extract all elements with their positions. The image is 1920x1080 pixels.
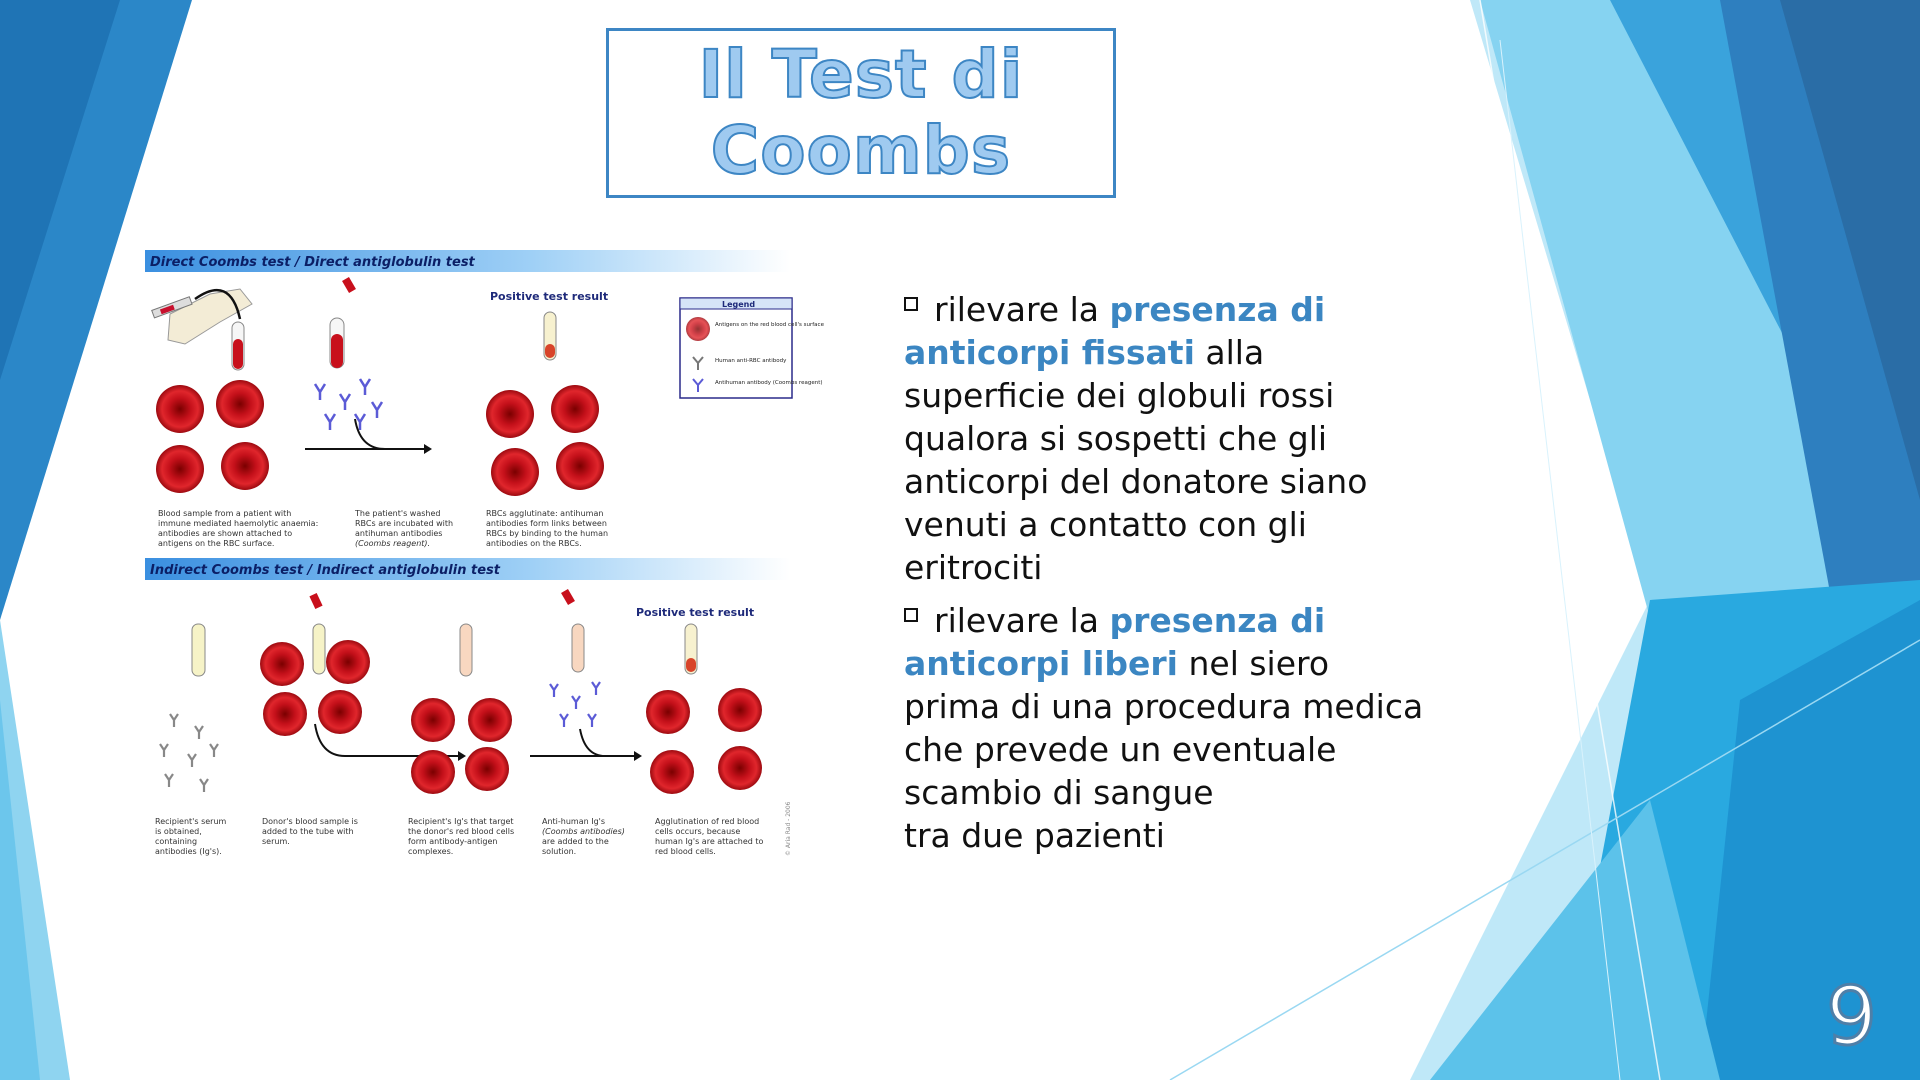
indirect-caption-2-line-1: Donor's blood sample is (262, 817, 358, 826)
square-bullet-icon (904, 608, 918, 622)
indirect-caption-4-line-1: Anti-human Ig's (542, 817, 606, 826)
indirect-caption-4-line-3: are added to the (542, 837, 609, 846)
rbc-cluster-direct-2 (486, 385, 604, 496)
antibodies-direct (315, 379, 382, 430)
indirect-caption-1-line-1: Recipient's serum (155, 817, 227, 826)
indirect-caption-1-line-2: is obtained, (155, 827, 202, 836)
legend-item-2: Human anti-RBC antibody (715, 358, 787, 364)
indirect-caption-3-line-3: form antibody-antigen (408, 837, 498, 846)
direct-caption-1-line-1: Blood sample from a patient with (158, 509, 292, 518)
indirect-caption-1-line-3: containing (155, 837, 198, 846)
direct-caption-3-line-4: antibodies on the RBCs. (486, 539, 582, 548)
indirect-caption-5-line-4: red blood cells. (655, 847, 716, 856)
indirect-caption-3-line-2: the donor's red blood cells (408, 827, 515, 836)
bullet-1-highlight: presenza di anticorpi fissati (904, 290, 1326, 372)
direct-caption-2-line-3: antihuman antibodies (355, 529, 443, 538)
title-box (606, 28, 1116, 198)
indirect-caption-1-line-4: antibodies (Ig's). (155, 847, 222, 856)
indirect-header-text: Indirect Coombs test / Indirect antiglobulin test (150, 563, 500, 578)
bullet-2-after: nel siero prima di una procedura medica che prevede un eventuale scambio di sangue (904, 644, 1424, 812)
indirect-caption-4-line-4: solution. (542, 847, 577, 856)
direct-caption-1-line-4: antigens on the RBC surface. (158, 539, 275, 548)
bullet-item-2 (904, 599, 1424, 857)
indirect-caption-2-line-2: added to the tube with (262, 827, 354, 836)
content-text-block (904, 288, 1424, 867)
direct-header-text: Direct Coombs test / Direct antiglobulin test (150, 255, 475, 270)
bullet-2-tail: tra due pazienti (904, 816, 1165, 855)
direct-caption-2-line-1: The patient's washed (355, 509, 441, 518)
indirect-caption-5-line-2: cells occurs, because (655, 827, 741, 836)
indirect-caption-2-line-3: serum. (262, 837, 290, 846)
indirect-caption-3-line-4: complexes. (408, 847, 454, 856)
antibodies-serum (160, 714, 218, 792)
page-number: 9 (1826, 970, 1877, 1063)
positive-label-indirect: Positive test result (636, 606, 755, 619)
legend-item-3: Antihuman antibody (Coombs reagent) (715, 380, 823, 386)
copyright-text: © Aria Rad - 2006 (785, 801, 792, 856)
legend-item-1: Antigens on the red blood cell's surface (715, 322, 824, 328)
direct-caption-1-line-3: antibodies are shown attached to (158, 529, 293, 538)
direct-caption-3-line-2: antibodies form links between (486, 519, 607, 528)
rbc-cluster-direct-1 (156, 380, 269, 493)
rbc-cluster-indirect-2 (411, 698, 512, 794)
direct-caption-3-line-1: RBCs agglutinate: antihuman (486, 509, 604, 518)
bullet-2-highlight: presenza di anticorpi liberi (904, 601, 1326, 683)
indirect-caption-5-line-3: human Ig's are attached to (655, 837, 764, 846)
direct-caption-3-line-3: RBCs by binding to the human (486, 529, 609, 538)
indirect-caption-3-line-1: Recipient's Ig's that target (408, 817, 514, 826)
bullet-2-before: rilevare la (934, 601, 1110, 640)
indirect-caption-4-line-2: (Coombs antibodies) (542, 827, 625, 836)
direct-caption-2-line-2: RBCs are incubated with (355, 519, 454, 528)
coombs-test-figure (140, 244, 824, 866)
square-bullet-icon (904, 297, 918, 311)
indirect-caption-5-line-1: Agglutination of red blood (655, 817, 760, 826)
rbc-cluster-indirect-3 (646, 688, 762, 794)
bullet-1-after: alla superficie dei globuli rossi qualora si sospetti che gli anticorpi del donatore siano venuti a contatto con gli eritrociti (904, 333, 1368, 587)
slide-title-line-2: Coombs (710, 112, 1012, 189)
antibodies-indirect (550, 682, 600, 727)
bullet-item-1 (904, 288, 1424, 589)
positive-label-direct: Positive test result (490, 290, 609, 303)
direct-caption-2-line-4: (Coombs reagent). (355, 539, 431, 548)
legend-title: Legend (722, 300, 756, 309)
direct-caption-1-line-2: immune mediated haemolytic anaemia: (158, 519, 319, 528)
slide-title-line-1: Il Test di (698, 36, 1024, 113)
bullet-1-before: rilevare la (934, 290, 1110, 329)
